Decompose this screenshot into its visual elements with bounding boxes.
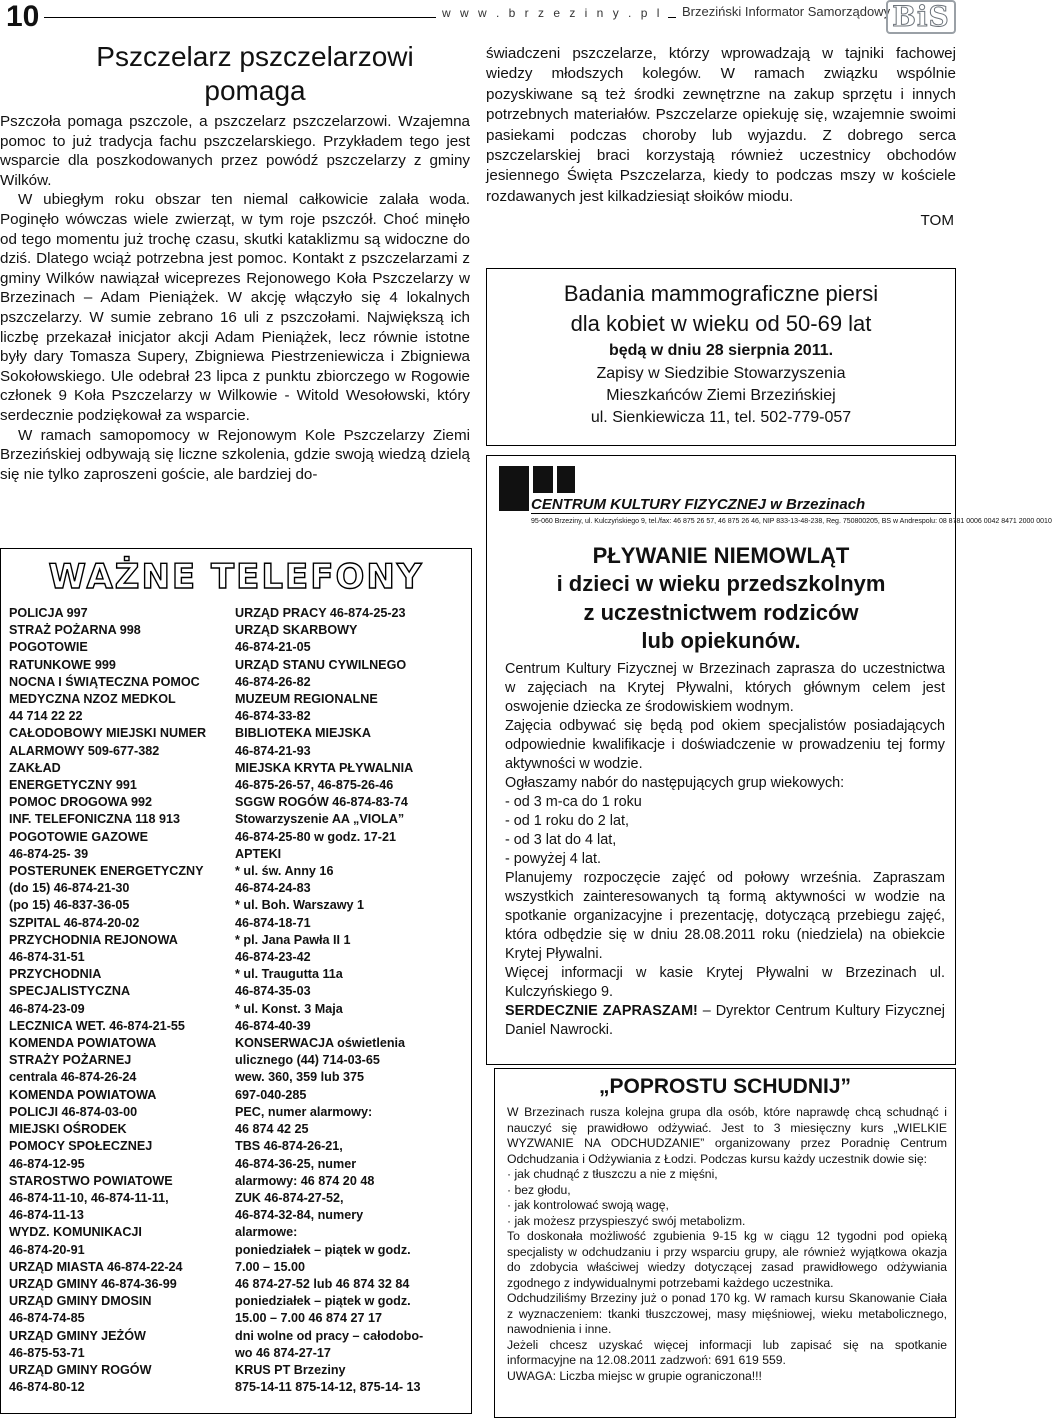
phone-entry: 46-874-11-10, 46-874-11-11, bbox=[9, 1190, 169, 1205]
phone-entry: URZĄD SKARBOWY bbox=[235, 623, 358, 638]
age-group: - od 3 lat do 4 lat, bbox=[505, 832, 617, 848]
phone-entry: WYDZ. KOMUNIKACJI bbox=[9, 1225, 142, 1240]
article-paragraph: świadczeni pszczelarze, którzy wprowadzają w tajniki fachowej wiedzy młodszych kolegów. W ramach związku wspólnie pozyskiwane są też środki zewnętrzne na zakup sprzętu i innych potrzebnych materiałów. Pszczelarze opiekuję się, wzajemnie swoimi pasiekami podczas choroby lub wyjazdu. Z dobrego serca pszczelarskiej braci korzystają również uczestnicy obchodów jesiennego Święta Pszczelarza, kiedy to podczas mszy w kościele rozdawanych jest kilkadziesiąt słoików miodu. bbox=[486, 45, 956, 205]
weight-loss-paragraph: W Brzezinach rusza kolejna grupa dla osób, które naprawdę chcą schudnąć i nauczyć się prawidłowo odżywiać. Jest to 3 miesięczny kurs „WIELKIE WYZWANIE NA ODCHUDZANIE” organizowany przez Poradnię Centrum Odchudzania i Odżywiania z Łodzi. Podczas kursu każdy uczestnik dowie się: bbox=[507, 1105, 947, 1166]
header-publication: Brzeziński Informator Samorządowy bbox=[676, 4, 896, 19]
phone-entry: TBS 46-874-26-21, bbox=[235, 1139, 343, 1154]
weight-loss-paragraph: UWAGA: Liczba miejsc w grupie ograniczona!!! bbox=[507, 1368, 762, 1383]
phone-entry: poniedziałek – piątek w godz. bbox=[235, 1242, 411, 1257]
weight-loss-item: · jak kontrolować swoją wagę, bbox=[507, 1198, 669, 1212]
swimming-paragraph: Więcej informacji w kasie Krytej Pływalni w Brzezinach ul. Kulczyńskiego 9. bbox=[505, 965, 945, 1000]
phone-entry: 46-874-31-51 bbox=[9, 950, 85, 965]
weight-loss-paragraph: Jeżeli chcesz uzyskać więcej informacji lub zapisać się na spotkanie informacyjne na 12.08.2011 zadzwoń: 691 619 559. bbox=[507, 1337, 947, 1367]
swimming-closing: SERDECZNIE ZAPRASZAM! – Dyrektor Centrum Kultury Fizycznej Daniel Nawrocki. bbox=[505, 1003, 945, 1038]
weight-loss-paragraph: Odchudziliśmy Brzeziny już o ponad 170 kg. W ramach kursu Skanowanie Ciała z wyznaczeniem: tkanki tłuszczowej, masy mięśniowej, wieku metabolicznego, nawodnienia i inne. bbox=[507, 1291, 947, 1336]
article-paragraph: Pszczoła pomaga pszczole, a pszczelarz pszczelarzowi. Wzajemna pomoc to już tradycja fachu pszczelarskiego. Przykładem tego jest wsparcie dla poszkodowanych przez powódź pszczelarzy z gminy Wilków. bbox=[0, 113, 470, 189]
phone-entry: 46-874-23-42 bbox=[235, 950, 311, 965]
phone-entry: BIBLIOTEKA MIEJSKA bbox=[235, 726, 371, 741]
phone-entry: 46-874-40-39 bbox=[235, 1018, 311, 1033]
header-url[interactable]: w w w . b r z e z i n y . p l bbox=[436, 6, 668, 20]
age-group: - od 3 m-ca do 1 roku bbox=[505, 794, 642, 810]
phone-entry: URZĄD GMINY ROGÓW bbox=[9, 1362, 152, 1377]
ckf-name: CENTRUM KULTURY FIZYCZNEJ w Brzezinach bbox=[531, 496, 866, 513]
phone-entry: 46-874-21-05 bbox=[235, 640, 311, 655]
phone-entry: POMOCY SPOŁECZNEJ bbox=[9, 1139, 153, 1154]
swimming-paragraph: Zajęcia odbywać się będą pod okiem specjalistów posiadających odpowiednie kwalifikacje i doświadczenie w prowadzeniu tej formy aktywności w wodzie. bbox=[505, 718, 945, 772]
mammography-notice: Badania mammograficzne piersi dla kobiet w wieku od 50-69 lat będą w dniu 28 sierpnia 2011. Zapisy w Siedzibie Stowarzyszenia Mieszkańców Ziemi Brzezińskiej ul. Sienkiewicza 11, tel. 502-779-057 bbox=[486, 268, 956, 446]
phone-entry: KOMENDA POWIATOWA bbox=[9, 1036, 157, 1051]
phone-entry: * ul. św. Anny 16 bbox=[235, 864, 334, 879]
phone-entry: STRAŻY POŻARNEJ bbox=[9, 1053, 132, 1068]
phone-entry: PRZYCHODNIA bbox=[9, 967, 102, 982]
phone-entry: ZAKŁAD bbox=[9, 760, 61, 775]
phone-entry: poniedziałek – piątek w godz. bbox=[235, 1294, 411, 1309]
phone-entry: SZPITAL 46-874-20-02 bbox=[9, 915, 140, 930]
phone-entry: MIEJSKA KRYTA PŁYWALNIA bbox=[235, 760, 414, 775]
phone-entry: 46-874-36-25, numer bbox=[235, 1156, 357, 1171]
ckf-divider bbox=[531, 513, 951, 514]
swimming-body bbox=[505, 660, 945, 1040]
phone-entry: 46 874-27-52 lub 46 874 32 84 bbox=[235, 1276, 410, 1291]
phone-entry: alarmowy: 46 874 20 48 bbox=[235, 1173, 375, 1188]
phone-entry: 46 874 42 25 bbox=[235, 1122, 309, 1137]
phone-entry: POSTERUNEK ENERGETYCZNY bbox=[9, 864, 204, 879]
phone-entry: 875-14-11 875-14-12, 875-14- 13 bbox=[235, 1380, 421, 1395]
phone-entry: POGOTOWIE bbox=[9, 640, 88, 655]
age-group: - od 1 roku do 2 lat, bbox=[505, 813, 629, 829]
article-paragraph: W ramach samopomocy w Rejonowym Kole Pszczelarzy Ziemi Brzezińskiej odbywają się liczne szkolenia, gdzie swoją wiedzą dzielą się nie tylko zaproszeni goście, ale bardziej do- bbox=[0, 426, 470, 483]
weight-loss-notice bbox=[494, 1068, 956, 1418]
phone-entry: URZĄD MIASTA 46-874-22-24 bbox=[9, 1259, 183, 1274]
phone-entry: URZĄD GMINY 46-874-36-99 bbox=[9, 1276, 177, 1291]
phone-entry: 46-874-11-13 bbox=[9, 1208, 84, 1223]
weight-loss-item: · bez głodu, bbox=[507, 1182, 571, 1197]
weight-loss-item: · jak możesz przyspieszyć swój metabolizm. bbox=[507, 1213, 746, 1228]
article-title: Pszczelarz pszczelarzowi pomaga bbox=[96, 41, 414, 106]
phone-entry: URZĄD GMINY DMOSIN bbox=[9, 1294, 152, 1309]
phone-entry: URZĄD GMINY JEŻÓW bbox=[9, 1328, 146, 1343]
phone-entry: MIEJSKI OŚRODEK bbox=[9, 1122, 127, 1137]
phone-entry: ZUK 46-874-27-52, bbox=[235, 1190, 344, 1205]
phones-column-right bbox=[235, 605, 469, 1396]
weight-loss-title: „POPROSTU SCHUDNIJ” bbox=[598, 1075, 852, 1098]
phone-entry: POGOTOWIE GAZOWE bbox=[9, 829, 148, 844]
article-signature: TOM bbox=[920, 212, 954, 230]
weight-loss-item: · jak chudnąć z tłuszczu a nie z mięśni, bbox=[507, 1167, 718, 1181]
phone-entry: 46-874-21-93 bbox=[235, 743, 311, 758]
phone-entry: 46-874-25- 39 bbox=[9, 846, 89, 861]
bis-logo: BiS bbox=[886, 0, 956, 34]
swimming-paragraph: Centrum Kultury Fizycznej w Brzezinach zaprasza do uczestnictwa w zajęciach na Krytej Pływalni, których głównym celem jest oswojenie dziecka ze środowiskiem wodnym. bbox=[505, 661, 945, 715]
phone-entry: KOMENDA POWIATOWA bbox=[9, 1087, 157, 1102]
phone-entry: alarmowe: bbox=[235, 1225, 298, 1240]
phone-entry: STAROSTWO POWIATOWE bbox=[9, 1173, 173, 1188]
phone-entry: 46-874-20-91 bbox=[9, 1242, 85, 1257]
phone-entry: POMOC DROGOWA 992 bbox=[9, 795, 152, 810]
phone-entry: * pl. Jana Pawła II 1 bbox=[235, 932, 351, 947]
phone-entry: SGGW ROGÓW 46-874-83-74 bbox=[235, 795, 408, 810]
phone-entry: INF. TELEFONICZNA 118 913 bbox=[9, 812, 180, 827]
age-group: - powyżej 4 lat. bbox=[505, 851, 601, 867]
phone-entry: ALARMOWY 509-677-382 bbox=[9, 743, 160, 758]
article-bees bbox=[0, 40, 470, 484]
phone-entry: URZĄD STANU CYWILNEGO bbox=[235, 657, 407, 672]
phone-entry: 15.00 – 7.00 46 874 27 17 bbox=[235, 1311, 383, 1326]
swimming-paragraph: Ogłaszamy nabór do następujących grup wiekowych: bbox=[505, 775, 845, 791]
phone-entry: ulicznego (44) 714-03-65 bbox=[235, 1053, 380, 1068]
phone-entry: KONSERWACJA oświetlenia bbox=[235, 1036, 406, 1051]
important-phones-box bbox=[0, 548, 472, 1414]
phone-entry: 7.00 – 15.00 bbox=[235, 1259, 306, 1274]
phone-entry: PRZYCHODNIA REJONOWA bbox=[9, 932, 178, 947]
swimming-paragraph: Planujemy rozpoczęcie zajęć od połowy września. Zapraszam wszystkich zainteresowanych tą formą aktywności w wodzie na spotkanie organizacyjne i prezentację, dotyczącą przebiegu zajęć, która odbędzie się w dniu 28.08.2011 roku (niedziela) na obiekcie Krytej Pływalni. bbox=[505, 870, 945, 962]
phone-entry: 46-875-53-71 bbox=[9, 1345, 85, 1360]
phone-entry: 44 714 22 22 bbox=[9, 709, 83, 724]
page-number: 10 bbox=[6, 0, 40, 33]
phone-entry: 46-874-24-83 bbox=[235, 881, 311, 896]
phone-entry: 46-874-25-80 w godz. 17-21 bbox=[235, 829, 396, 844]
phones-column-left bbox=[9, 605, 231, 1396]
phone-entry: SPECJALISTYCZNA bbox=[9, 984, 131, 999]
phone-entry: 46-874-33-82 bbox=[235, 709, 311, 724]
phone-entry: PEC, numer alarmowy: bbox=[235, 1104, 373, 1119]
phone-entry: APTEKI bbox=[235, 846, 282, 861]
article-paragraph: W ubiegłym roku obszar ten niemal całkowicie zalała woda. Poginęło wówczas wiele zwierząt, w tym roje pszczół. Choć minęło od tego momentu już trochę czasu, skutki kataklizmu są widoczne do dziś. Dlatego wciąż potrzebna jest pomoc. Kontakt z pszczelarzami z gminy Wilków nawiązał wiceprezes Rejonowego Koła Pszczelarzy w Brzezinach – Adam Pieniążek. W akcję włączyło się 4 lokalnych pszczelarzy. W sumie zebrano 16 uli z pszczołami. Największą ich liczbę przekazał inicjator akcji Adam Pieniążek, lecz równie istotne były dary Tomasza Supery, Zbigniewa Piestrzeniewicza i Zbigniewa Sokołowskiego. Ule odebrał 23 lipca z punktu zbiorczego w Rogowie członek 9 Koła Pszczelarzy w Wilkowie - Witold Wesołowski, który serdecznie podziękował za wsparcie. bbox=[0, 191, 470, 424]
phone-entry: 46-874-12-95 bbox=[9, 1156, 85, 1171]
phones-title: WAŻNE TELEFONY bbox=[48, 557, 424, 597]
phone-entry: (do 15) 46-874-21-30 bbox=[9, 881, 130, 896]
phone-entry: MUZEUM REGIONALNE bbox=[235, 692, 378, 707]
phone-entry: * ul. Konst. 3 Maja bbox=[235, 1001, 343, 1016]
swimming-title: PŁYWANIE NIEMOWLĄT i dzieci w wieku przedszkolnym z uczestnictwem rodziców lub opiekunów. bbox=[556, 543, 886, 654]
weight-loss-body bbox=[507, 1105, 947, 1384]
swimming-notice bbox=[486, 455, 1052, 1065]
phone-entry: URZĄD PRACY 46-874-25-23 bbox=[235, 606, 406, 620]
phone-entry: Stowarzyszenie AA „VIOLA” bbox=[235, 812, 405, 827]
phone-entry: 46-874-32-84, numery bbox=[235, 1208, 364, 1223]
phone-entry: wew. 360, 359 lub 375 bbox=[235, 1070, 365, 1085]
phone-entry: MEDYCZNA NZOZ MEDKOL bbox=[9, 692, 176, 707]
phone-entry: CAŁODOBOWY MIEJSKI NUMER bbox=[9, 726, 207, 741]
phone-entry: 46-874-18-71 bbox=[235, 915, 311, 930]
page-header bbox=[0, 0, 960, 36]
phone-entry: * ul. Traugutta 11a bbox=[235, 967, 343, 982]
phone-entry: * ul. Boh. Warszawy 1 bbox=[235, 898, 364, 913]
phone-entry: 46-874-35-03 bbox=[235, 984, 311, 999]
phone-entry: STRAŻ POŻARNA 998 bbox=[9, 623, 141, 638]
phone-entry: 46-874-80-12 bbox=[9, 1380, 85, 1395]
phone-entry: centrala 46-874-26-24 bbox=[9, 1070, 137, 1085]
phone-entry: LECZNICA WET. 46-874-21-55 bbox=[9, 1018, 185, 1033]
article-continuation bbox=[486, 44, 956, 232]
phone-entry: NOCNA I ŚWIĄTECZNA POMOC bbox=[9, 674, 200, 689]
phone-entry: 46-874-23-09 bbox=[9, 1001, 85, 1016]
phone-entry: (po 15) 46-837-36-05 bbox=[9, 898, 130, 913]
phone-entry: 46-874-26-82 bbox=[235, 674, 311, 689]
ckf-address: 95-060 Brzeziny, ul. Kulczyńskiego 9, tel./fax: 46 875 26 57, 46 875 26 46, NIP 833-13-48-238, Reg. 750800205, BS w Andrespolu: 08 8781 0006 0042 8471 2000 0010 bbox=[531, 518, 1052, 525]
weight-loss-paragraph: To doskonała możliwość zgubienia 9-15 kg w ciągu 12 tygodni pod opieką specjalisty w odchudzaniu i przy wsparciu grupy, ale również wyjątkowa okazja do zdobycia właściwej wiedzy dotyczącej zasad prawidłowego odżywiania zgodnego z indywidualnymi potrzebami każdego uczestnika. bbox=[507, 1229, 947, 1290]
phone-entry: 697-040-285 bbox=[235, 1087, 307, 1102]
article-body bbox=[0, 112, 470, 484]
phone-entry: 46-875-26-57, 46-875-26-46 bbox=[235, 778, 394, 793]
phone-entry: RATUNKOWE 999 bbox=[9, 657, 116, 672]
phone-entry: wo 46 874-27-17 bbox=[235, 1345, 331, 1360]
phone-entry: ENERGETYCZNY 991 bbox=[9, 778, 137, 793]
phone-entry: KRUS PT Brzeziny bbox=[235, 1362, 346, 1377]
phone-entry: POLICJI 46-874-03-00 bbox=[9, 1104, 138, 1119]
phone-entry: 46-874-74-85 bbox=[9, 1311, 85, 1326]
phone-entry: POLICJA 997 bbox=[9, 606, 88, 620]
phone-entry: dni wolne od pracy – całodobo- bbox=[235, 1328, 424, 1343]
